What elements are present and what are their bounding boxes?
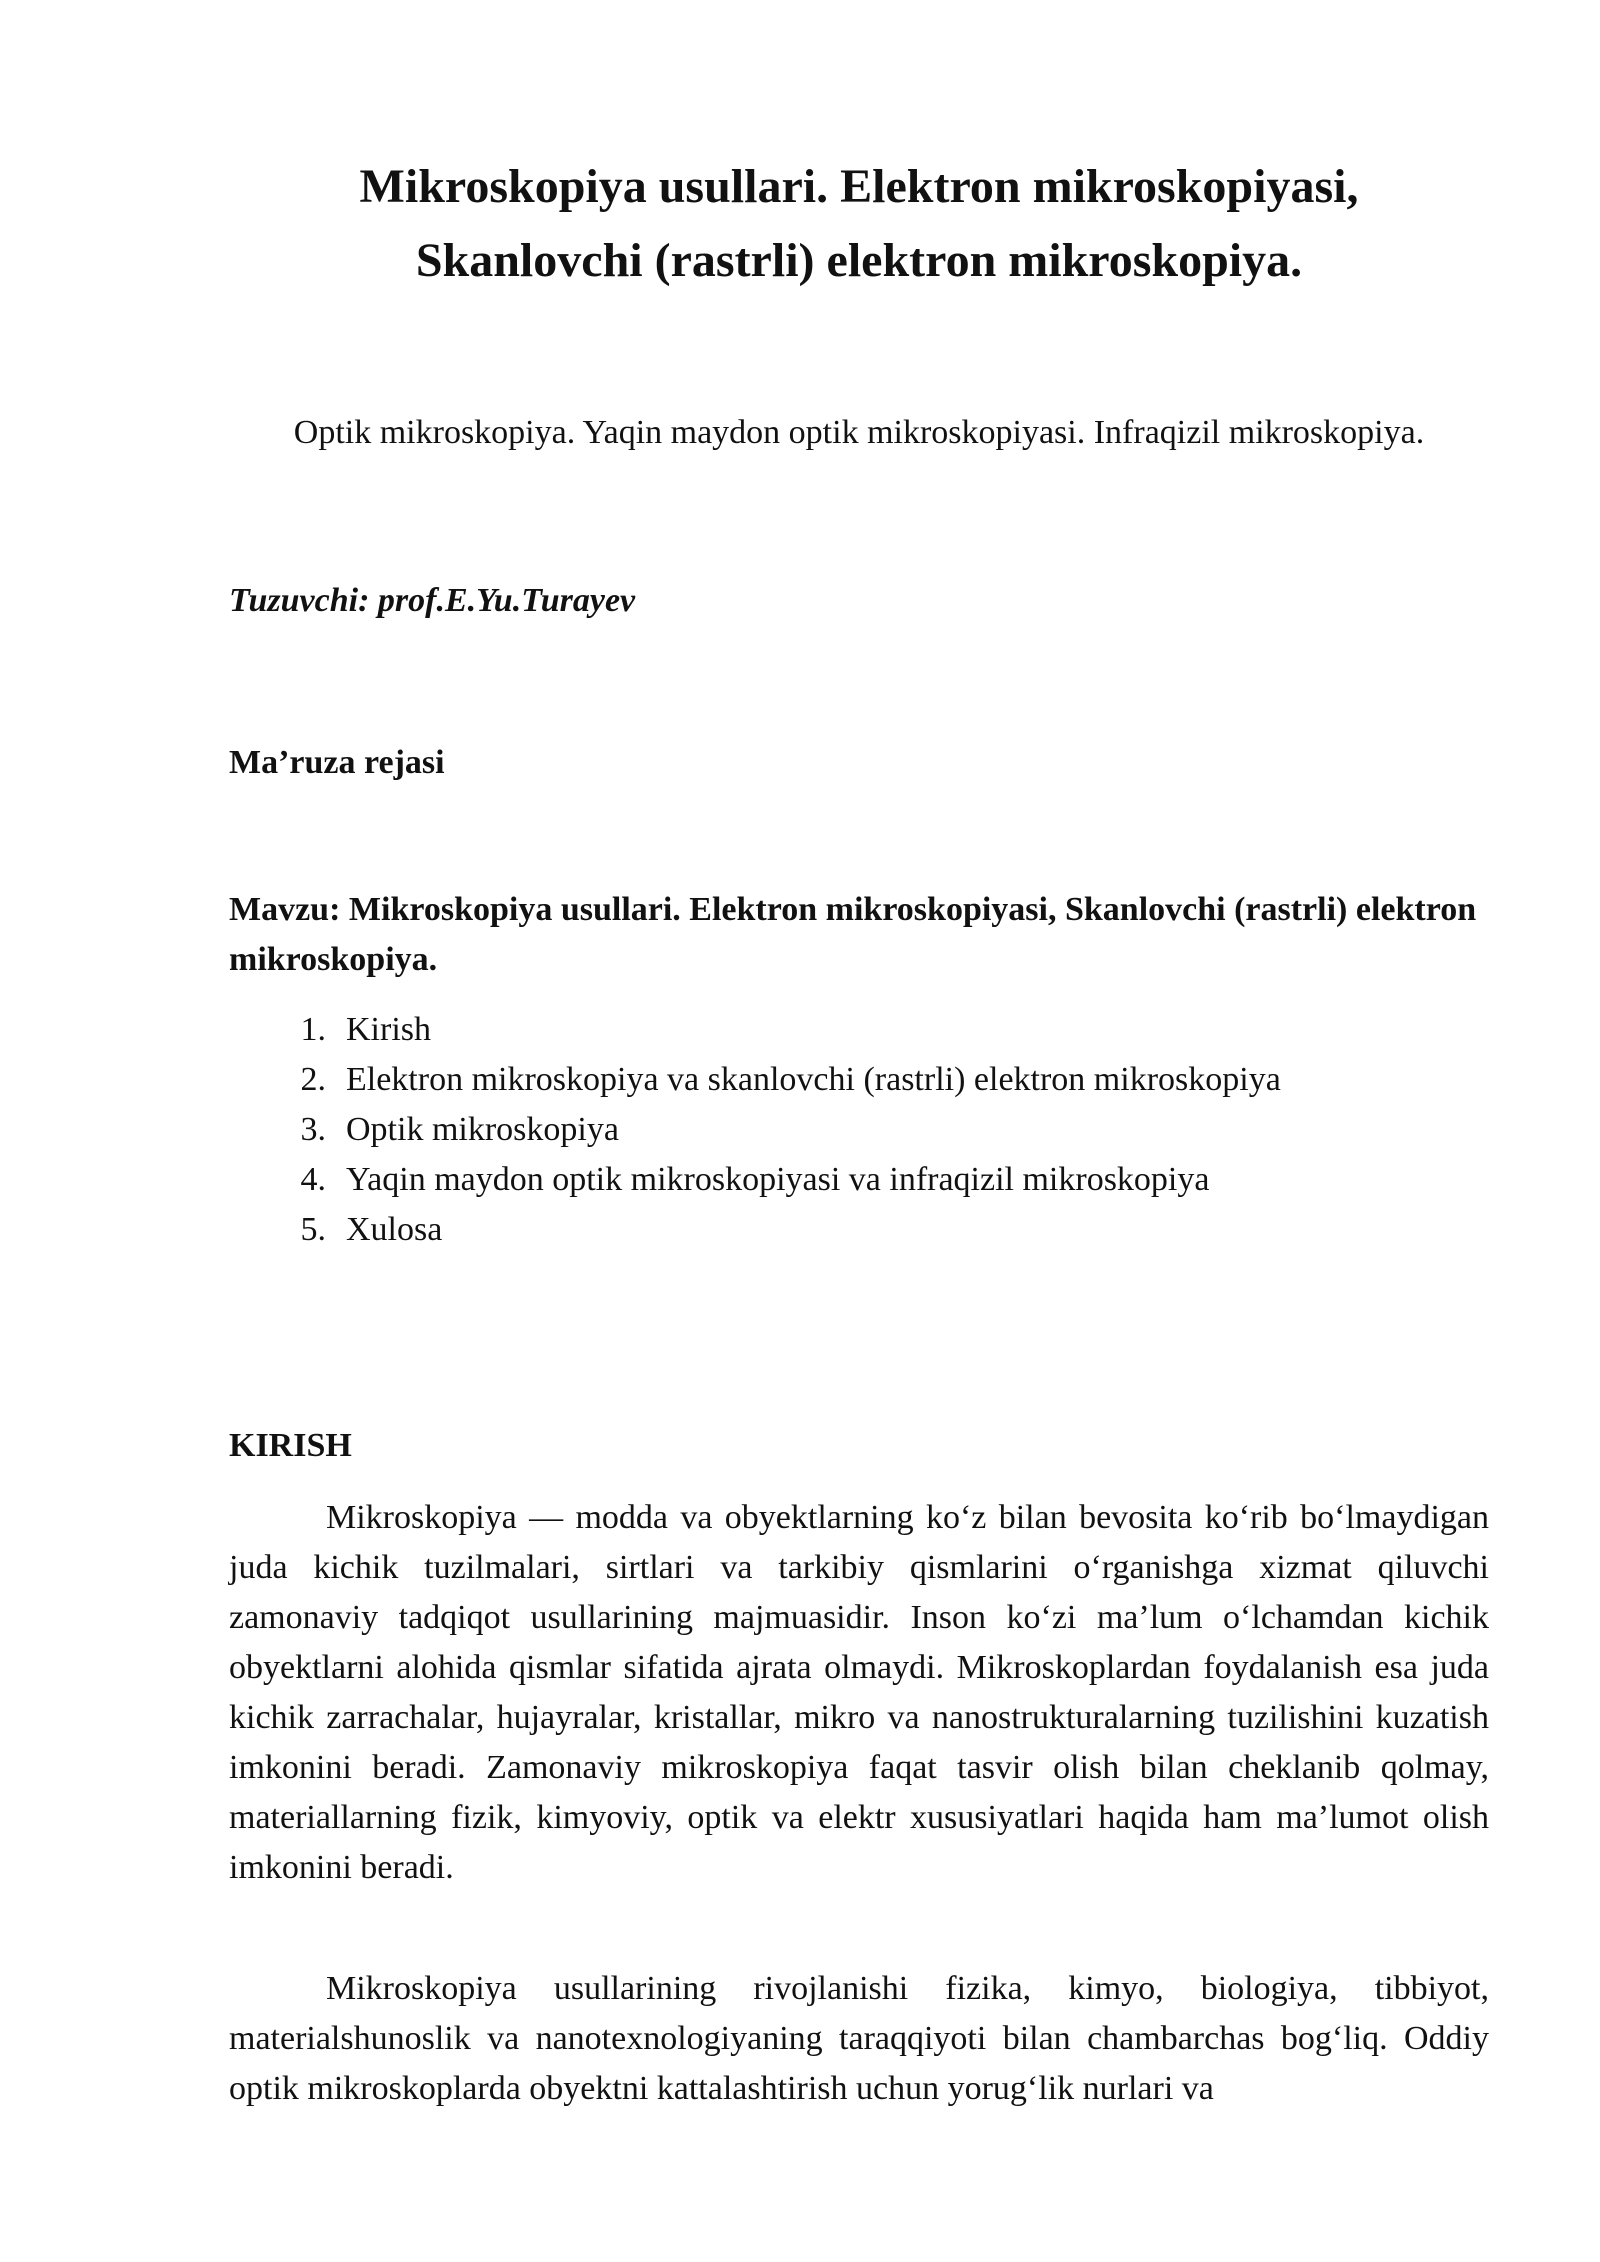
list-item-number: 4. [300, 1161, 326, 1198]
list-item-number: 1. [300, 1011, 326, 1048]
list-item-text: Kirish [346, 1011, 431, 1048]
list-item [229, 1205, 1489, 1255]
topic-line: Mavzu: Mikroskopiya usullari. Elektron mikroskopiyasi, Skanlovchi (rastrli) elektron mikroskopiya. [229, 891, 1477, 978]
list-item-text: Yaqin maydon optik mikroskopiyasi va infraqizil mikroskopiya [346, 1161, 1210, 1198]
title-line-1: Mikroskopiya usullari. Elektron mikroskopiyasi, [359, 160, 1359, 213]
plan-heading: Ma’ruza rejasi [229, 744, 445, 781]
list-item-text: Elektron mikroskopiya va skanlovchi (rastrli) elektron mikroskopiya [346, 1061, 1281, 1098]
title-line-2: Skanlovchi (rastrli) elektron mikroskopiya. [415, 234, 1303, 287]
list-item-number: 5. [300, 1211, 326, 1248]
list-item [229, 1155, 1489, 1205]
author-line: Tuzuvchi: prof.E.Yu.Turayev [229, 582, 636, 619]
list-item [229, 1105, 1489, 1155]
list-item [229, 1055, 1489, 1105]
list-item-number: 3. [300, 1111, 326, 1148]
list-item-number: 2. [300, 1061, 326, 1098]
section-heading-kirish: KIRISH [229, 1427, 352, 1464]
paragraph-2: Mikroskopiya usullarining rivojlanishi fizika, kimyo, biologiya, tibbiyot, materialshunoslik va nanotexnologiyaning taraqqiyoti bilan chambarchas bog‘liq. Oddiy optik mikroskoplarda obyektni kattalashtirish uchun yorug‘lik nurlari va [229, 1970, 1489, 2107]
document-title [229, 150, 1489, 298]
list-item [229, 1005, 1489, 1055]
plan-list [229, 1005, 1489, 1255]
list-item-text: Optik mikroskopiya [346, 1111, 619, 1148]
list-item-text: Xulosa [346, 1211, 443, 1248]
document-subtitle: Optik mikroskopiya. Yaqin maydon optik mikroskopiyasi. Infraqizil mikroskopiya. [293, 414, 1425, 451]
paragraph-1: Mikroskopiya — modda va obyektlarning ko‘z bilan bevosita ko‘rib bo‘lmaydigan juda kichik tuzilmalari, sirtlari va tarkibiy qismlarini o‘rganishga xizmat qiluvchi zamonaviy tadqiqot usullarining majmuasidir. Inson ko‘zi ma’lum o‘lchamdan kichik obyektlarni alohida qismlar sifatida ajrata olmaydi. Mikroskoplardan foydalanish esa juda kichik zarrachalar, hujayralar, kristallar, mikro va nanostrukturalarning tuzilishini kuzatish imkonini beradi. Zamonaviy mikroskopiya faqat tasvir olish bilan cheklanib qolmay, materiallarning fizik, kimyoviy, optik va elektr xususiyatlari haqida ham ma’lumot olish imkonini beradi. [229, 1499, 1489, 1886]
